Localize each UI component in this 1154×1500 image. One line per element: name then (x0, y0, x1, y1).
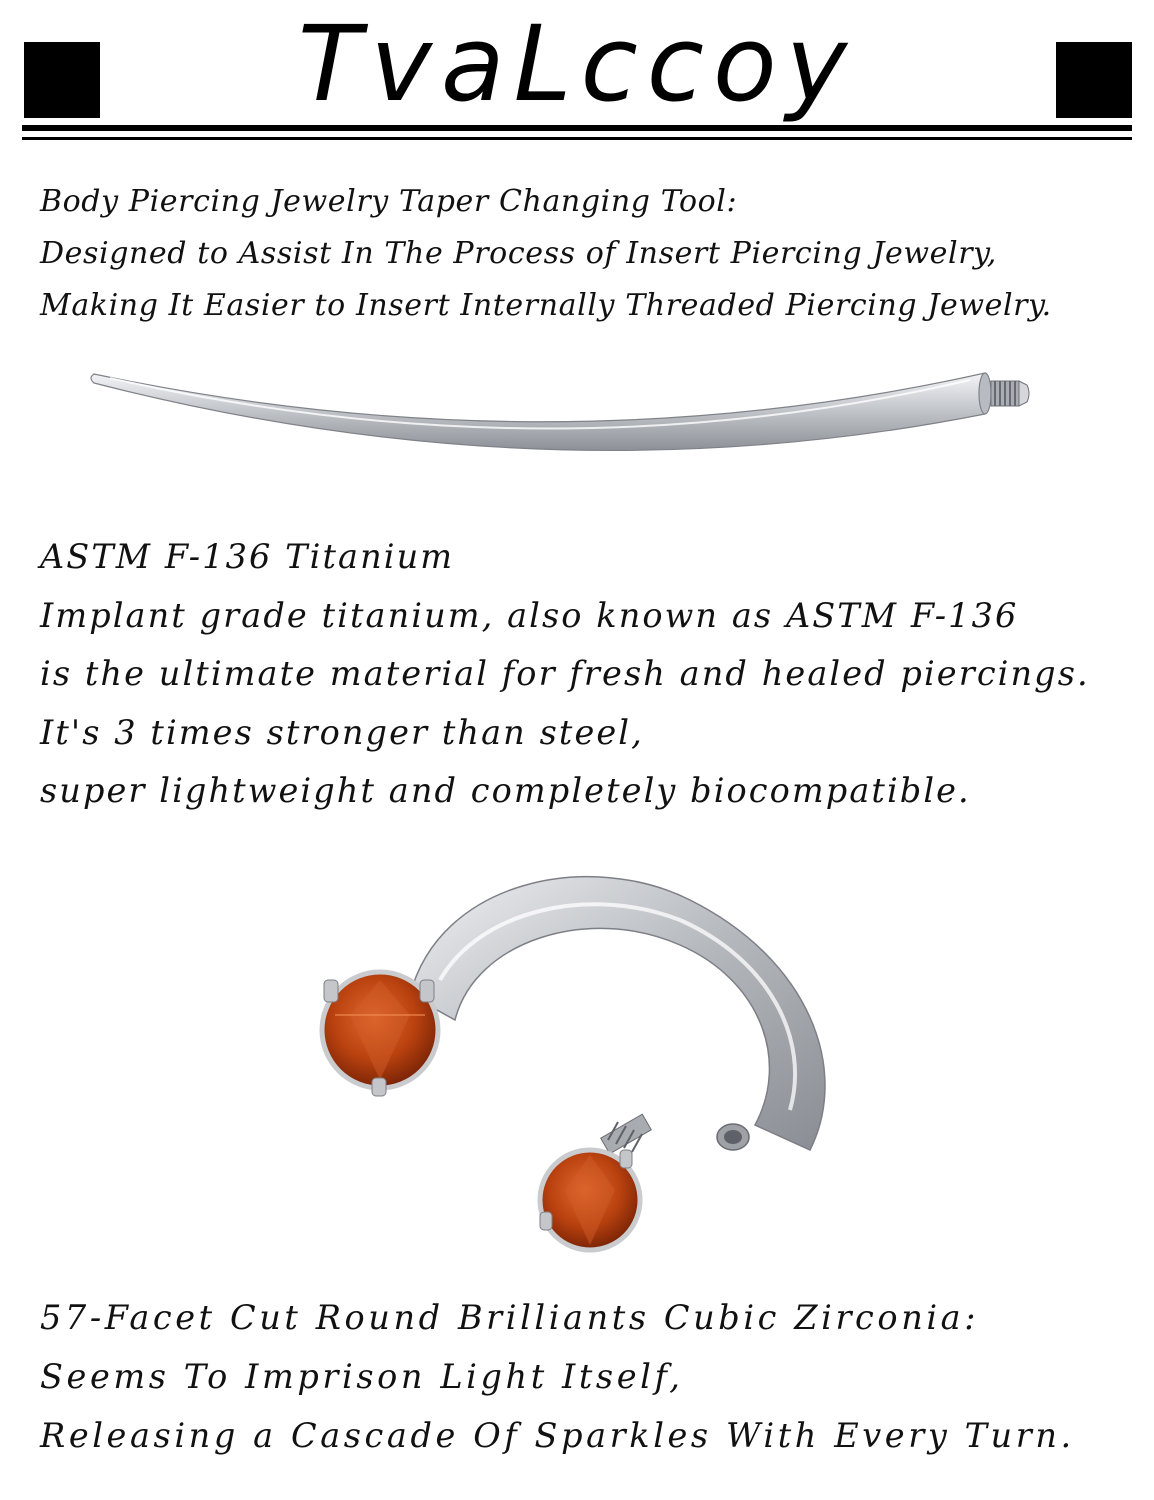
gem-description (40, 1288, 1075, 1465)
gem-heading: 57-Facet Cut Round Brilliants Cubic Zirconia: (40, 1298, 980, 1337)
right-black-square (1056, 42, 1132, 118)
left-black-square (24, 42, 100, 118)
intro-line: Designed to Assist In The Process of Insert Piercing Jewelry, (40, 236, 997, 271)
intro-line: Making It Easier to Insert Internally Threaded Piercing Jewelry. (40, 288, 1052, 323)
brand-logo: TvaLccoy (297, 3, 857, 125)
header-rule-thin (22, 137, 1132, 140)
material-description (40, 528, 1090, 821)
material-heading: ASTM F-136 Titanium (40, 537, 455, 576)
taper-tool-image (80, 350, 1080, 500)
horseshoe-ring-image (290, 840, 890, 1280)
intro-line: Body Piercing Jewelry Taper Changing Tool: (40, 184, 738, 219)
intro-description (40, 176, 1052, 332)
gem-line: Seems To Imprison Light Itself, (40, 1357, 684, 1396)
material-line: super lightweight and completely biocompatible. (40, 771, 971, 810)
header-rule-thick (22, 125, 1132, 131)
material-line: It's 3 times stronger than steel, (40, 712, 644, 752)
material-line: Implant grade titanium, also known as ASTM F-136 (40, 595, 1019, 635)
material-line: is the ultimate material for fresh and healed piercings. (40, 654, 1090, 693)
gem-line: Releasing a Cascade Of Sparkles With Every Turn. (40, 1416, 1075, 1455)
